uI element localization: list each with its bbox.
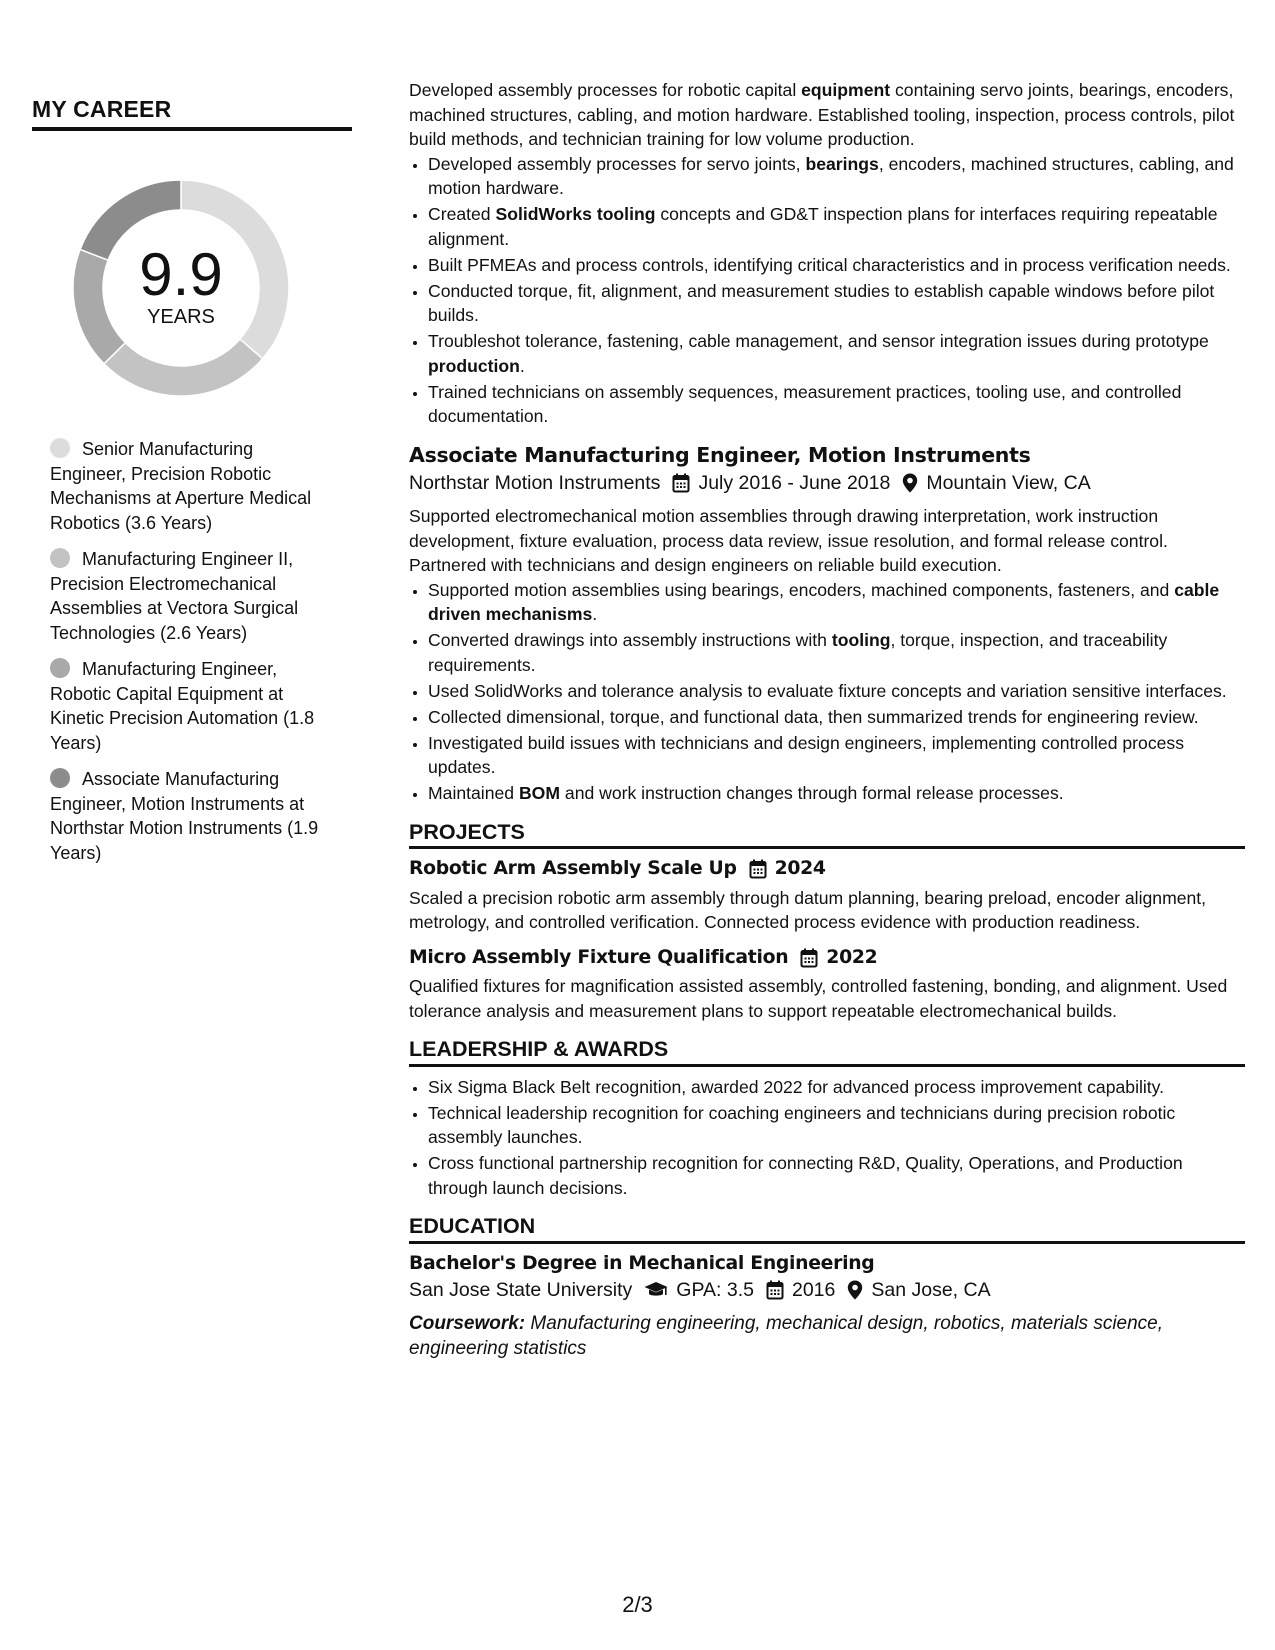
- legend-item: [50, 437, 320, 535]
- graduation-year: 2016: [791, 1279, 836, 1301]
- bullet: [428, 781, 1245, 806]
- legend-item: [50, 767, 320, 865]
- map-pin-icon: [847, 1280, 863, 1300]
- awards-list: [409, 1075, 1245, 1201]
- degree-title: Bachelor's Degree in Mechanical Engineering: [409, 1252, 875, 1274]
- career-legend: [50, 437, 320, 865]
- legend-label: Associate Manufacturing Engineer, Motion Instruments at Northstar Motion Instruments (1.9 Years): [50, 769, 319, 863]
- text: Troubleshot tolerance, fastening, cable management, and sensor integration issues during prototype: [428, 331, 1209, 351]
- projects-heading: PROJECTS: [409, 820, 1245, 850]
- keyword: SolidWorks tooling: [495, 204, 656, 224]
- project-name: Micro Assembly Fixture Qualification: [409, 946, 789, 968]
- legend-label: Manufacturing Engineer, Robotic Capital Equipment at Kinetic Precision Automation (1.8 Years): [50, 659, 315, 753]
- career-heading: MY CAREER: [32, 96, 352, 131]
- job-location: Mountain View, CA: [926, 472, 1091, 494]
- project-title: [409, 857, 1245, 882]
- text: , torque, inspection, and traceability requirements.: [428, 630, 1168, 675]
- company-name: Northstar Motion Instruments: [409, 472, 661, 494]
- gpa: GPA: 3.5: [676, 1279, 754, 1301]
- coursework: [409, 1311, 1245, 1361]
- legend-dot: [50, 768, 70, 788]
- text: concepts and GD&T inspection plans for interfaces requiring repeatable alignment.: [428, 204, 1218, 249]
- education-meta: [409, 1276, 1245, 1304]
- text: .: [592, 604, 598, 624]
- calendar-icon: [672, 473, 690, 493]
- text: Created: [428, 204, 496, 224]
- keyword: equipment: [801, 80, 891, 100]
- awards-heading: LEADERSHIP & AWARDS: [409, 1037, 1245, 1067]
- bullet: [428, 628, 1245, 677]
- project-name: Robotic Arm Assembly Scale Up: [409, 858, 737, 879]
- text: , encoders, machined structures, cabling, and motion hardware.: [428, 153, 1234, 198]
- text: Developed assembly processes for servo joints,: [428, 153, 806, 174]
- education-heading: EDUCATION: [409, 1214, 1245, 1244]
- award-item: • Six Sigma Black Belt recognition, awarded 2022 for advanced process improvement capability.: [428, 1075, 1245, 1100]
- career-sidebar: [32, 96, 352, 877]
- coursework-label: Coursework:: [409, 1313, 526, 1334]
- calendar-icon: [766, 1280, 784, 1300]
- keyword: BOM: [518, 783, 561, 803]
- job-summary: Supported electromechanical motion assemblies through drawing interpretation, work instruction development, fixture evaluation, process data review, issue resolution, and formal release control. Partnered with technicians and design engineers on reliable build execution.: [409, 506, 1168, 575]
- bullet: • Conducted torque, fit, alignment, and measurement studies to establish capable windows before pilot builds.: [428, 279, 1245, 328]
- bullet: • Built PFMEAs and process controls, identifying critical characteristics and in process verification needs.: [428, 253, 1245, 278]
- bullet: • Investigated build issues with technicians and design engineers, implementing controlled process updates.: [428, 731, 1245, 780]
- text: and work instruction changes through formal release processes.: [560, 783, 1064, 803]
- bullet: [428, 578, 1245, 627]
- legend-item: [50, 547, 320, 645]
- calendar-icon: [800, 948, 818, 968]
- career-donut-chart: [66, 173, 296, 403]
- main-content: [409, 78, 1245, 1361]
- award-item: • Technical leadership recognition for coaching engineers and technicians during precision robotic assembly launches.: [428, 1101, 1245, 1150]
- keyword: production: [428, 355, 520, 376]
- project-description: Scaled a precision robotic arm assembly through datum planning, bearing preload, encoder alignment, metrology, and controlled verification. Connected process evidence with production readiness.: [409, 887, 1207, 932]
- bullet: [428, 202, 1245, 251]
- text: Developed assembly processes for robotic capital: [409, 80, 802, 100]
- text: Maintained: [428, 783, 519, 803]
- legend-dot: [50, 548, 70, 568]
- calendar-icon: [749, 859, 767, 879]
- total-years-unit: YEARS: [147, 306, 215, 328]
- graduation-cap-icon: [644, 1281, 668, 1299]
- map-pin-icon: [902, 473, 918, 493]
- coursework-text: Manufacturing engineering, mechanical design, robotics, materials science, engineering statistics: [409, 1313, 1164, 1359]
- total-years-value: 9.9: [139, 241, 223, 308]
- bullet: [428, 329, 1245, 378]
- bullet: • Used SolidWorks and tolerance analysis to evaluate fixture concepts and variation sensitive interfaces.: [428, 679, 1245, 704]
- project-title: [409, 946, 1245, 971]
- project-year: 2022: [826, 946, 878, 968]
- legend-dot: [50, 438, 70, 458]
- job-dates: July 2016 - June 2018: [698, 472, 891, 494]
- donut-center: [66, 173, 296, 403]
- legend-item: [50, 657, 320, 755]
- legend-label: Manufacturing Engineer II, Precision Electromechanical Assemblies at Vectora Surgical Technologies (2.6 Years): [50, 549, 299, 643]
- job-bullets: [409, 152, 1245, 429]
- bullet: [428, 152, 1245, 201]
- keyword: bearings: [805, 153, 879, 174]
- keyword: cable driven mechanisms: [428, 579, 1220, 624]
- job-title: Associate Manufacturing Engineer, Motion Instruments: [409, 442, 1031, 467]
- bullet: • Trained technicians on assembly sequences, measurement practices, tooling use, and controlled documentation.: [428, 380, 1245, 429]
- project-year: 2024: [774, 858, 826, 879]
- job-meta: [409, 469, 1245, 497]
- job-bullets: [409, 578, 1245, 806]
- text: containing servo joints, bearings, encoders, machined structures, cabling, and motion hardware. Established tooling, inspection, process controls, pilot build methods, and technician training for low volume production.: [409, 80, 1235, 149]
- legend-dot: [50, 658, 70, 678]
- keyword: tooling: [831, 630, 891, 650]
- text: .: [519, 355, 525, 376]
- award-item: • Cross functional partnership recognition for connecting R&D, Quality, Operations, and Production through launch decisions.: [428, 1151, 1245, 1200]
- legend-label: Senior Manufacturing Engineer, Precision Robotic Mechanisms at Aperture Medical Robotics (3.6 Years): [50, 439, 312, 533]
- school-location: San Jose, CA: [871, 1279, 991, 1301]
- school-name: San Jose State University: [409, 1279, 633, 1301]
- bullet: • Collected dimensional, torque, and functional data, then summarized trends for engineering review.: [428, 705, 1245, 730]
- project-description: Qualified fixtures for magnification assisted assembly, controlled fastening, bonding, and alignment. Used tolerance analysis and measurement plans to support repeatable electromechanical builds.: [409, 976, 1228, 1021]
- text: Converted drawings into assembly instructions with: [428, 630, 832, 650]
- text: Supported motion assemblies using bearings, encoders, machined components, fasteners, and: [428, 579, 1175, 600]
- page-number: 2/3: [622, 1592, 653, 1617]
- job-summary: [409, 78, 1245, 152]
